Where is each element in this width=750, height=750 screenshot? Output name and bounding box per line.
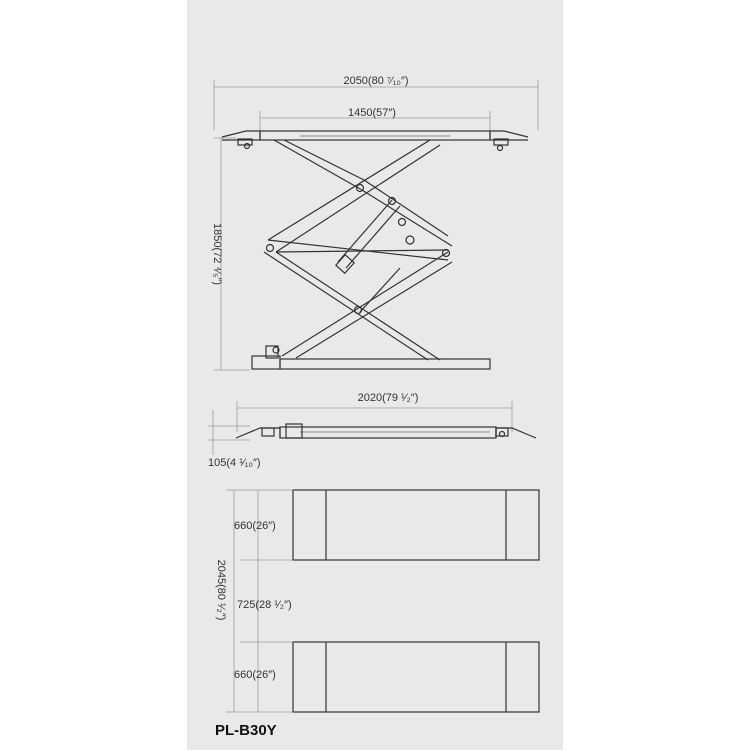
label-top-platform-width: 660(26″)	[234, 520, 276, 532]
label-max-height: 1850(72 ⁴⁄₅″)	[211, 223, 223, 285]
model-name: PL-B30Y	[215, 722, 277, 739]
label-top-gap: 725(28 ¹⁄₂″)	[237, 599, 292, 611]
label-min-height: 105(4 ¹⁄₁₀″)	[208, 457, 261, 469]
label-top-platform-width-2: 660(26″)	[234, 669, 276, 681]
low-lift-body	[236, 424, 536, 438]
dim-overall-width	[214, 80, 538, 130]
dim-min-height	[208, 410, 250, 455]
base-frame	[252, 346, 490, 369]
top-view-platforms	[293, 490, 539, 712]
label-low-length: 2020(79 ¹⁄₂″)	[357, 392, 419, 404]
label-overall-width: 2050(80 ⁷⁄₁₀″)	[343, 75, 409, 87]
top-platform	[222, 131, 528, 151]
scissor-arms	[264, 140, 452, 360]
label-platform-width: 1450(57″)	[348, 107, 396, 119]
label-total-width: 2045(80 ¹⁄₂″)	[215, 559, 227, 621]
